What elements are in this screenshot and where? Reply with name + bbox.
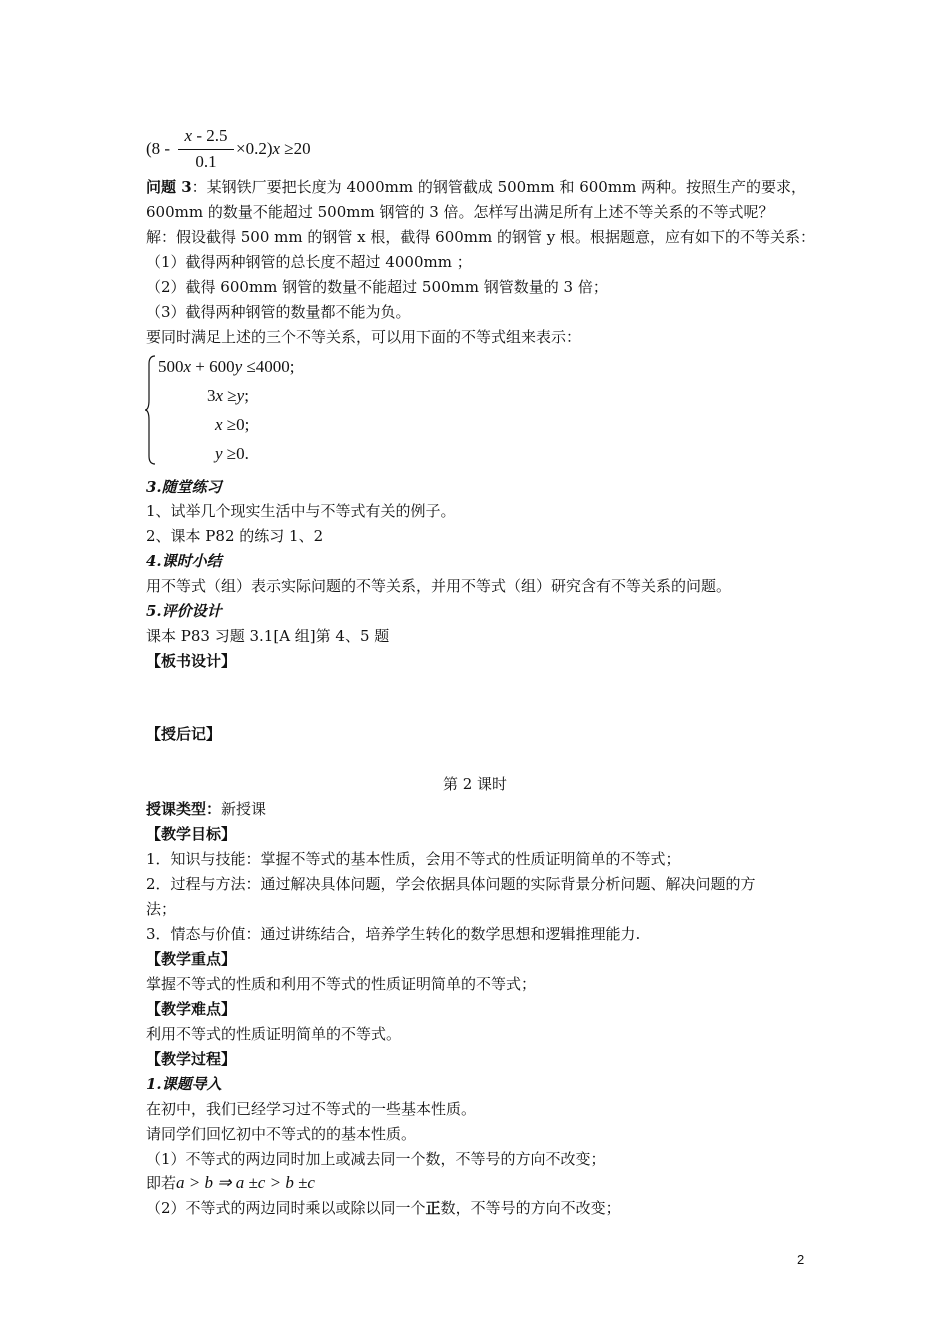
system-intro: 要同时满足上述的三个不等关系，可以用下面的不等式组来表示： <box>146 328 582 346</box>
section-5-heading: 5.评价设计 <box>146 602 222 620</box>
problem3-line1: 问题 3：某钢铁厂要把长度为 4000mm 的钢管截成 500mm 和 600mm 两种。按照生产的要求， <box>146 178 807 196</box>
section-4-heading: 4.课时小结 <box>146 552 222 570</box>
left-brace-icon <box>144 354 158 466</box>
formula-open: (8 - <box>146 139 171 158</box>
key-points-heading: 【教学重点】 <box>146 950 237 968</box>
intro-line-1: 在初中，我们已经学习过不等式的一些基本性质。 <box>146 1100 477 1118</box>
evaluation-text: 课本 P83 习题 3.1[A 组]第 4、5 题 <box>146 627 390 645</box>
goal-3: 3．情态与价值：通过讲练结合，培养学生转化的数学思想和逻辑推理能力. <box>146 925 641 943</box>
fraction-denominator: 0.1 <box>195 152 217 171</box>
system-row-1: 500x + 600y ≤4000; <box>158 357 295 376</box>
intro-line-2: 请同学们回忆初中不等式的的基本性质。 <box>146 1125 417 1143</box>
condition-3: （3）截得两种钢管的数量都不能为负。 <box>146 303 411 321</box>
difficulty-text: 利用不等式的性质证明简单的不等式。 <box>146 1025 402 1043</box>
goal-2: 2．过程与方法：通过解决具体问题，学会依据具体问题的实际背景分析问题、解决问题的方 <box>146 875 756 893</box>
system-row-4: y ≥0. <box>215 444 249 463</box>
condition-2: （2）截得 600mm 钢管的数量不能超过 500mm 钢管数量的 3 倍； <box>146 278 608 296</box>
lesson-2-title: 第 2 课时 <box>442 775 508 793</box>
problem3-solution: 解：假设截得 500 mm 的钢管 x 根，截得 600mm 的钢管 y 根。根据题意，应有如下的不等关系： <box>146 228 816 246</box>
lesson-type: 授课类型：新授课 <box>146 800 267 818</box>
fraction-bar <box>178 149 234 150</box>
condition-1: （1）截得两种钢管的总长度不超过 4000mm ； <box>146 253 472 271</box>
problem3-line2: 600mm 的数量不能超过 500mm 钢管的 3 倍。怎样写出满足所有上述不等关系的不等式呢？ <box>146 203 774 221</box>
property-1: （1）不等式的两边同时加上或减去同一个数，不等号的方向不改变； <box>146 1150 606 1168</box>
key-points-text: 掌握不等式的性质和利用不等式的性质证明简单的不等式； <box>146 975 537 993</box>
after-class-notes-heading: 【授后记】 <box>146 725 222 743</box>
practice-item-2: 2、课本 P82 的练习 1、2 <box>146 527 324 545</box>
difficulty-heading: 【教学难点】 <box>146 1000 237 1018</box>
system-row-3: x ≥0; <box>215 415 250 434</box>
practice-item-1: 1、试举几个现实生活中与不等式有关的例子。 <box>146 502 456 520</box>
summary-text: 用不等式（组）表示实际问题的不等关系，并用不等式（组）研究含有不等关系的问题。 <box>146 577 732 595</box>
page-number: 2 <box>797 1252 805 1267</box>
process-heading: 【教学过程】 <box>146 1050 237 1068</box>
goals-heading: 【教学目标】 <box>146 825 237 843</box>
property-1-formula: 即若a > b ⇒ a ±c > b ±c <box>146 1173 315 1192</box>
fraction-numerator: x - 2.5 <box>184 126 228 145</box>
section-3-heading: 3.随堂练习 <box>146 478 222 496</box>
formula-tail: ×0.2)x ≥20 <box>236 139 311 158</box>
property-2: （2）不等式的两边同时乘以或除以同一个正数，不等号的方向不改变； <box>146 1199 621 1217</box>
system-row-2: 3x ≥y; <box>207 386 249 405</box>
goal-1: 1．知识与技能：掌握不等式的基本性质，会用不等式的性质证明简单的不等式； <box>146 850 681 868</box>
goal-2-cont: 法； <box>146 900 177 918</box>
board-design-heading: 【板书设计】 <box>146 652 237 670</box>
intro-heading: 1.课题导入 <box>146 1075 222 1093</box>
